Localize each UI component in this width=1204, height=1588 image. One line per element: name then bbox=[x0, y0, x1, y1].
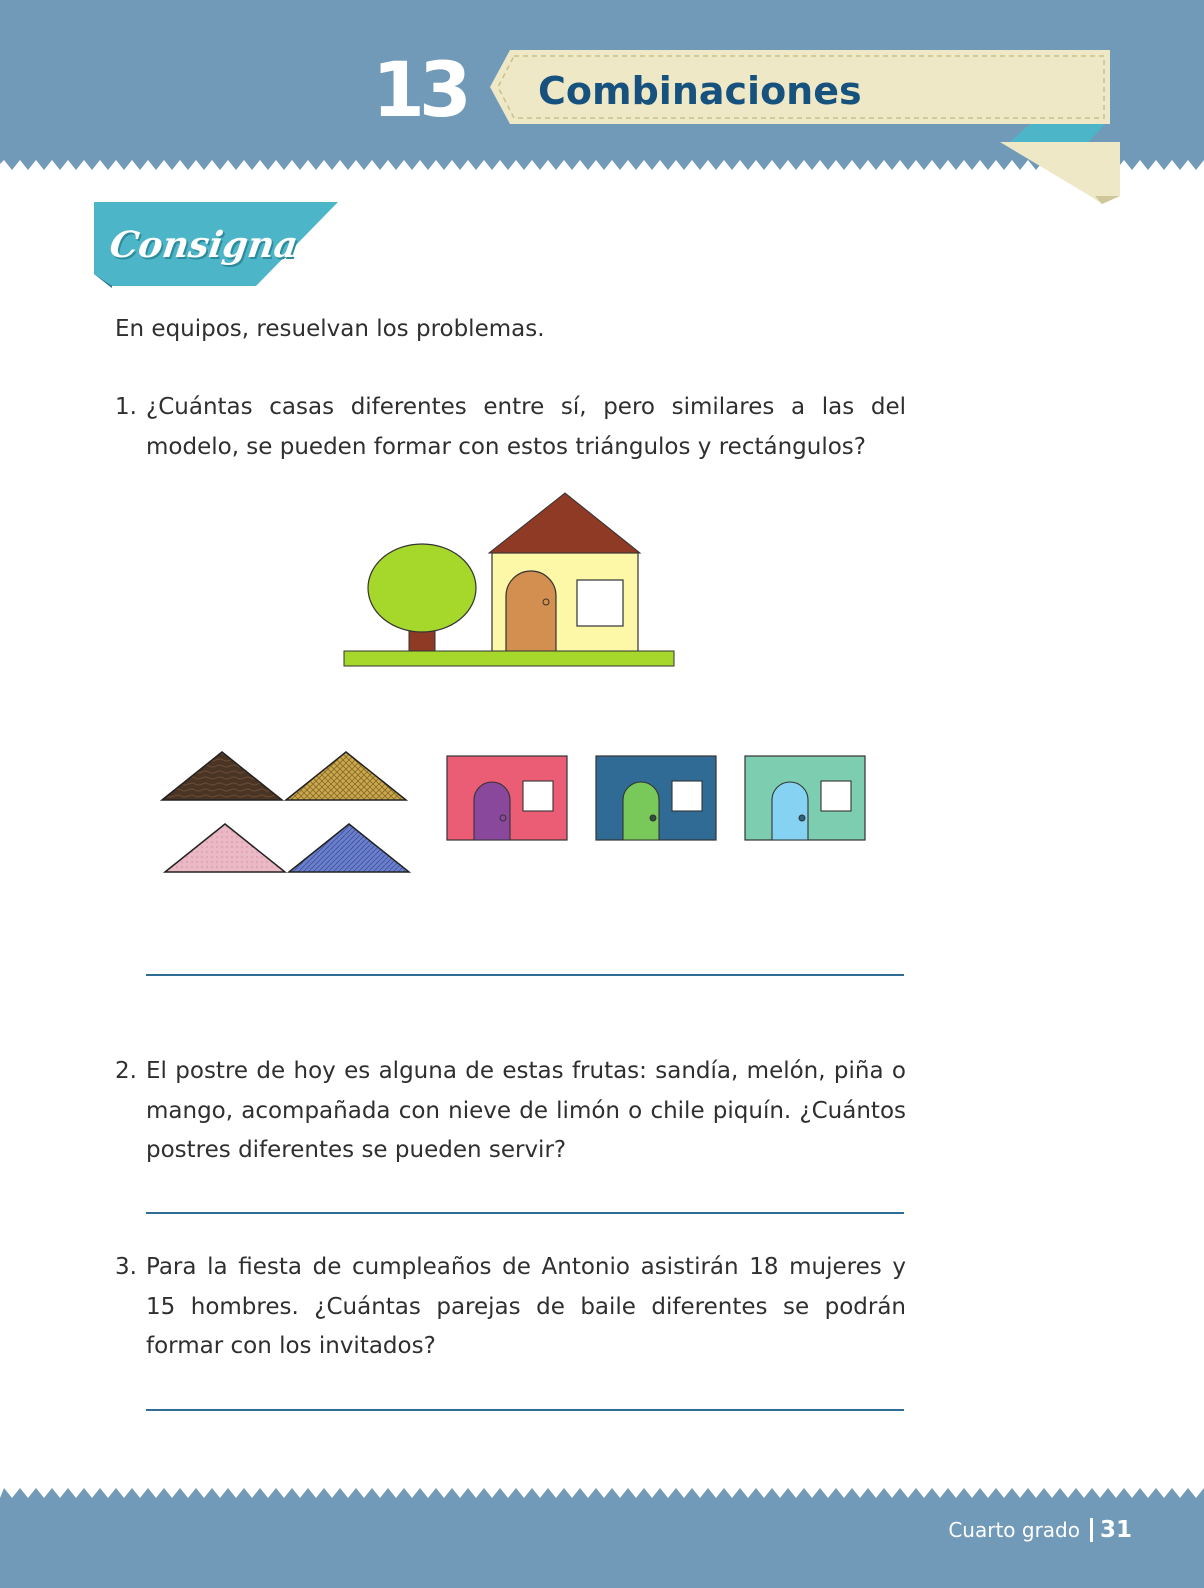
triangle-straw bbox=[286, 752, 406, 800]
problem-number: 1. bbox=[115, 394, 137, 420]
problem-2 bbox=[115, 1052, 905, 1182]
house-window bbox=[577, 580, 623, 626]
ribbon-tail-shadow bbox=[1095, 196, 1120, 204]
grade-label: Cuarto grado bbox=[948, 1518, 1080, 1542]
model-house-illustration bbox=[340, 490, 680, 680]
triangle-wood bbox=[162, 752, 282, 800]
problem-number: 3. bbox=[115, 1254, 137, 1280]
consigna-label: Consigna bbox=[107, 224, 301, 266]
problem-1 bbox=[115, 388, 905, 478]
ground-strip bbox=[344, 651, 674, 666]
house-roof bbox=[489, 493, 640, 553]
tree-crown bbox=[368, 544, 476, 632]
page-number: 31 bbox=[1100, 1517, 1133, 1543]
intro-text: En equipos, resuelvan los problemas. bbox=[115, 316, 545, 342]
rectangle-pink-wall bbox=[447, 756, 567, 840]
pieces-illustration bbox=[160, 745, 880, 885]
answer-line-3[interactable] bbox=[146, 1409, 904, 1411]
house-door bbox=[506, 571, 556, 653]
triangle-denim bbox=[289, 824, 409, 872]
rectangle-blue-wall bbox=[596, 756, 716, 840]
triangle-pink bbox=[165, 824, 285, 872]
problem-3 bbox=[115, 1248, 905, 1378]
problem-text: Para la fiesta de cumpleaños de Antonio asistirán 18 mujeres y 15 hombres. ¿Cuántas parejas de baile diferentes se podrán formar con los invitados? bbox=[146, 1254, 906, 1359]
problem-number: 2. bbox=[115, 1058, 137, 1084]
lesson-number: 13 bbox=[372, 45, 466, 134]
answer-line-2[interactable] bbox=[146, 1212, 904, 1214]
answer-line-1[interactable] bbox=[146, 974, 904, 976]
lesson-title: Combinaciones bbox=[538, 69, 862, 113]
rectangle-mint-wall bbox=[745, 756, 865, 840]
ribbon-tail bbox=[1000, 142, 1120, 204]
problem-text: ¿Cuántas casas diferentes entre sí, pero similares a las del modelo, se pueden formar con estos triángulos y rectángulos? bbox=[146, 394, 906, 460]
footer-divider bbox=[1090, 1518, 1093, 1542]
problem-text: El postre de hoy es alguna de estas frutas: sandía, melón, piña o mango, acompañada con nieve de limón o chile piquín. ¿Cuántos postres diferentes se pueden servir? bbox=[146, 1058, 906, 1163]
